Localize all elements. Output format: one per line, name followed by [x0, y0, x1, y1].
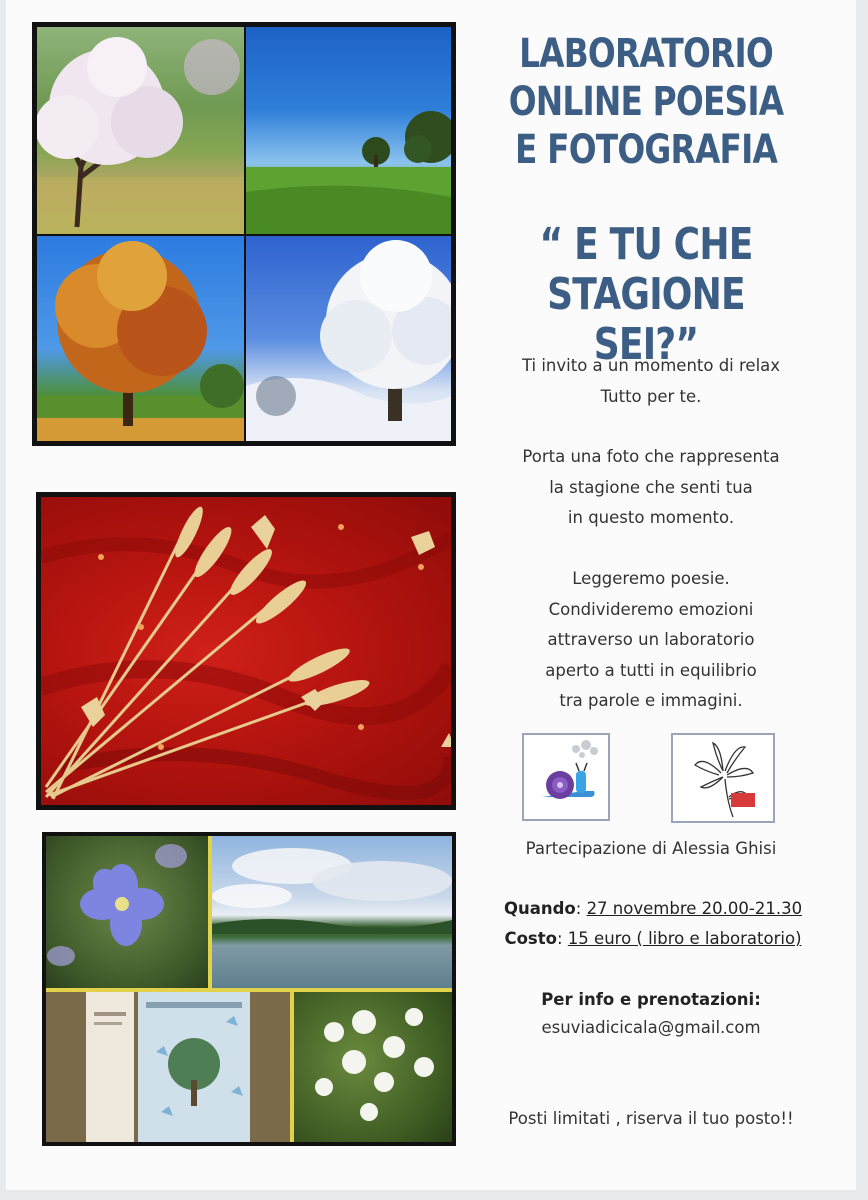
limited-seats-text: Posti limitati , riserva il tuo posto!!	[508, 1109, 794, 1128]
event-subtitle: “ E TU CHE STAGIONE SEI?”	[539, 219, 753, 370]
white-blossom-photo	[294, 992, 452, 1142]
lily-flower-icon	[671, 733, 775, 823]
autumn-tree-photo	[37, 236, 244, 441]
description-text: Leggeremo poesie. Condivideremo emozioni attraverso un laboratorio aperto a tutti in equilibrio tra parole e immagini.	[545, 569, 757, 710]
cost-label: Costo	[504, 929, 557, 948]
lake-landscape-photo	[212, 836, 452, 988]
snail-icon	[522, 733, 610, 821]
spring-tree-photo	[37, 27, 244, 234]
when-line: Quando: 27 novembre 20.00-21.30	[503, 899, 803, 918]
when-label: Quando	[503, 899, 576, 918]
blue-flower-photo	[46, 836, 208, 988]
winter-tree-photo	[246, 236, 451, 441]
cost-line: Costo: 15 euro ( libro e laboratorio)	[504, 929, 802, 948]
info-title: Per info e prenotazioni:	[541, 990, 761, 1009]
event-title: LABORATORIO ONLINE POESIA E FOTOGRAFIA	[508, 31, 784, 173]
poetry-book-photo	[46, 992, 290, 1142]
cost-value: 15 euro ( libro e laboratorio)	[567, 929, 802, 948]
event-details	[478, 894, 828, 954]
when-value: 27 novembre 20.00-21.30	[586, 899, 803, 918]
intro-text: Ti invito a un momento di relax Tutto per te.	[521, 356, 781, 406]
summer-meadow-photo	[246, 27, 451, 234]
contact-email[interactable]: esuviadicicala@gmail.com	[541, 1018, 761, 1037]
nature-and-book-collage	[42, 832, 456, 1146]
wheat-on-red-cloth-photo	[36, 492, 456, 810]
seasons-photo-grid	[32, 22, 456, 446]
photo-request-text: Porta una foto che rappresenta la stagione che senti tua in questo momento.	[522, 447, 780, 527]
flyer-page	[6, 0, 856, 1190]
participation-text: Partecipazione di Alessia Ghisi	[525, 839, 777, 858]
